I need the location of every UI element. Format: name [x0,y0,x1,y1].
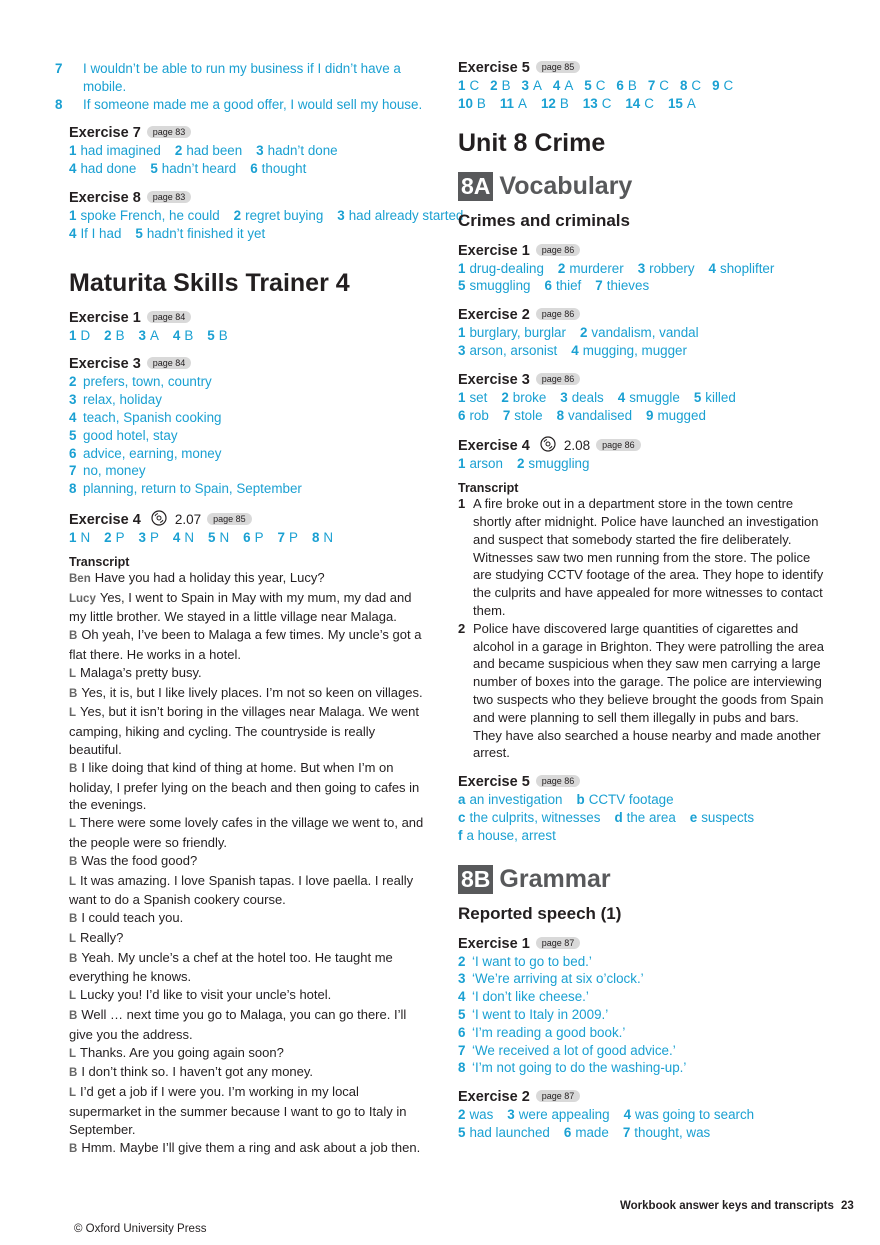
answer-item: 2 broke [501,389,547,405]
answer-item: 7 thieves [595,278,650,294]
transcript-line: B Was the food good? [69,852,198,868]
answer-item: 3 were appealing [507,1107,610,1123]
page-badge: page 85 [536,61,581,73]
page-badge: page 83 [147,126,192,138]
section-title: Vocabulary [499,171,633,200]
exercise-heading: Exercise 4 2.07 page 85 [69,510,429,528]
exercise-heading: Exercise 5 page 86 [458,774,828,790]
answer-item: 2 was [458,1107,494,1123]
answer-item: 14 C [625,95,654,111]
section-header-8b [458,865,828,894]
answer-item: 12 B [540,95,569,111]
answer-item: e suspects [689,809,755,825]
section-code: 8A [458,172,493,201]
answer-item: 3 relax, holiday [69,392,162,408]
answer-list [69,207,464,243]
right-column [458,60,828,1142]
answer-item: 2 regret buying [233,207,324,223]
answer-item: 6 rob [458,407,489,423]
answer-item: 1 had imagined [69,143,161,159]
transcript-line: L I’d get a job if I were you. I’m working in my local supermarket in the summer because I want to go to Italy in September. [69,1084,407,1137]
transcript-line: L Malaga’s pretty busy. [69,664,202,680]
answer-item: b CCTV footage [576,792,674,808]
answer-item: 3 had already started [337,207,464,223]
exercise-heading: Exercise 1 page 86 [458,243,828,259]
page-badge: page 84 [147,311,192,323]
answer-item: 3 ‘We’re arriving at six o’clock.’ [458,971,644,987]
answer-item: 5 hadn’t heard [150,161,237,177]
transcript-line: L There were some lovely cafes in the village we went to, and the people were so friendly. [69,815,424,850]
answer-item: 1 arson [458,456,503,472]
transcript-paragraph: 1 A fire broke out in a department store in the town centre shortly after midnight. Police have launched an investigation and suspect that somebody started the fire deliberately. Witnesses saw two men running from the store. The police are studying CCTV footage of the area. They hope to identify the culprits and have appealed for more witnesses to contact them. [458,496,824,618]
audio-track: 2.08 [563,438,591,454]
answer-item: 15 A [667,95,696,111]
answer-item: 6 P [243,529,264,545]
answer-list [458,324,828,360]
section-header-8a [458,172,828,201]
transcript-line: B Well … next time you go to Malaga, you can go there. I’ll give you the address. [69,1007,407,1042]
answer-item: 2 prefers, town, country [69,374,212,390]
answer-item: 4 A [552,78,574,93]
answer-item: 11 A [499,95,527,111]
exercise-heading: Exercise 2 page 86 [458,307,828,323]
page-badge: page 85 [207,513,252,525]
answer-item: 6 B [616,78,637,93]
exercise-heading: Exercise 8 page 83 [69,190,429,206]
answer-item: 4 ‘I don’t like cheese.’ [458,989,589,1005]
answer-item: 10 B [458,95,486,111]
section-title: Maturita Skills Trainer 4 [69,268,350,297]
exercise-heading: Exercise 1 page 87 [458,936,828,952]
answer-item: 9 C [712,78,734,93]
answer-item: 5 C [584,78,606,93]
copyright: © Oxford University Press [74,1223,207,1235]
answer-item: 3 A [138,327,159,343]
answer-item: 7 ‘We received a lot of good advice.’ [458,1042,676,1058]
answer-item: 5 had launched [458,1124,550,1140]
answer-item: 3 hadn’t done [256,143,338,159]
page-number: 23 [841,1200,854,1212]
answer-item: 2 smuggling [516,456,590,472]
transcript-line: Lucy Yes, I went to Spain in May with my mum, my dad and my little brother. We stayed in a little village near Malaga. [69,589,412,625]
page-badge: page 86 [536,373,581,385]
answer-item: 3 A [521,78,542,93]
transcript-line: Ben Have you had a holiday this year, Lucy? [69,569,325,585]
answer-item: a an investigation [458,792,563,808]
answer-item: 2 B [104,327,125,343]
transcript-line: L Really? [69,929,124,945]
answer-item: 8 If someone made me a good offer, I would sell my house. [55,96,423,112]
answer-item: 3 P [138,529,159,545]
cd-audio-icon [151,510,167,526]
answer-item: 4 had done [69,161,137,177]
transcript-line: B I don’t think so. I haven’t got any money. [69,1064,314,1080]
answer-item: 8 vandalised [556,407,633,423]
answer-item: 6 ‘I’m reading a good book.’ [458,1024,626,1040]
exercise-heading: Exercise 3 page 84 [69,356,429,372]
answer-list [69,529,429,547]
subsection-title: Reported speech (1) [458,903,622,923]
answer-item: 4 shoplifter [708,260,775,276]
transcript [69,569,429,1159]
answer-item: 7 no, money [69,463,146,479]
page-badge: page 87 [536,1090,581,1102]
answer-item: 1 D [69,327,91,343]
section-title: Grammar [499,864,611,893]
left-column [55,60,464,1158]
answer-item: 3 deals [560,389,604,405]
transcript-line: B I like doing that kind of thing at home. But when I’m on holiday, I prefer lying on the beach and then going to cafes in the evenings. [69,759,420,813]
transcript-line: B I could teach you. [69,910,184,926]
exercise-heading: Exercise 3 page 86 [458,372,828,388]
exercise-heading: Exercise 5 page 85 [458,60,828,76]
answer-item: 5 killed [693,389,736,405]
footer-label: Workbook answer keys and transcripts [620,1200,834,1212]
answer-item: 8 C [679,78,702,93]
answer-item: 6 thief [544,278,582,294]
transcript-line: L Lucky you! I’d like to visit your uncle’s hotel. [69,987,332,1003]
answer-item: 7 I wouldn’t be able to run my business if I didn’t have a mobile. [55,61,401,94]
answer-item: 5 B [207,327,228,343]
answer-item: 8 N [311,529,334,545]
answer-item: 1 set [458,389,488,405]
answer-item: 4 If I had [69,225,122,241]
answer-list [69,327,429,345]
page-badge: page 86 [596,439,641,451]
answer-item: 5 N [208,529,230,545]
exercise-heading: Exercise 7 page 83 [69,125,429,141]
answer-item: 1 burglary, burglar [458,325,566,341]
answer-item: 3 arson, arsonist [458,342,558,358]
answer-list [69,142,429,178]
answer-item: 2 murderer [557,260,624,276]
answer-item: 4 was going to search [623,1107,755,1123]
answer-item: 4 B [172,327,194,343]
answer-item: 5 good hotel, stay [69,427,178,443]
answer-item: 7 stole [502,407,543,423]
transcript-line: B Hmm. Maybe I’ll give them a ring and ask about a job then. [69,1139,421,1155]
answer-item: 1 spoke French, he could [69,207,220,223]
exercise-heading: Exercise 2 page 87 [458,1089,828,1105]
answer-item: 2 P [104,529,125,545]
answer-item: 1 N [69,529,91,545]
answer-item: c the culprits, witnesses [458,809,601,825]
answer-item: 4 smuggle [617,389,680,405]
answer-item: 6 thought [250,161,307,177]
exercise-heading: Exercise 1 page 84 [69,310,429,326]
answer-list [458,260,828,296]
page-badge: page 87 [536,937,581,949]
answer-item: 6 advice, earning, money [69,445,222,461]
top-answers [55,60,429,113]
answer-item: 4 mugging, mugger [571,342,687,358]
answer-list [458,455,828,473]
page-badge: page 83 [147,191,192,203]
answer-item: 7 P [277,529,298,545]
answer-list [458,953,828,1078]
answer-item: 7 C [647,78,669,93]
page-badge: page 86 [536,775,581,787]
answer-item: 2 vandalism, vandal [579,325,699,341]
answer-item: 6 made [563,1124,609,1140]
page-badge: page 86 [536,308,581,320]
answer-item: 5 smuggling [458,278,531,294]
answer-list [458,77,828,113]
page-badge: page 84 [147,357,192,369]
transcript-line: L Yes, but it isn’t boring in the villages near Malaga. We went camping, hiking and cycling. The countryside is really beautiful. [69,704,419,757]
answer-list [458,1106,828,1142]
audio-track: 2.07 [174,511,202,527]
answer-item: 9 mugged [646,407,706,423]
answer-item: 3 robbery [637,260,695,276]
answer-item: 1 C [458,78,480,93]
section-code: 8B [458,865,493,894]
answer-list [458,791,828,844]
answer-item: 1 drug-dealing [458,260,544,276]
transcript [458,495,828,762]
page-badge: page 86 [536,244,581,256]
transcript-heading: Transcript [458,481,519,496]
cd-audio-icon [540,436,556,452]
answer-item: 5 ‘I went to Italy in 2009.’ [458,1006,609,1022]
transcript-line: B Yes, it is, but I like lively places. I’m not so keen on villages. [69,684,423,700]
transcript-paragraph: 2 Police have discovered large quantities of cigarettes and alcohol in a garage in Brighton. They were patrolling the area and became suspicious when they saw men carrying a large number of boxes into the garage. The police are interviewing two suspects who they believe brought the goods from Spain and were planning to sell them illegally in pubs and bars. They have also searched a house nearby and made another arrest. [458,620,824,761]
answer-item: 2 had been [174,143,243,159]
answer-item: f a house, arrest [458,827,556,843]
answer-item: 8 planning, return to Spain, September [69,481,302,497]
transcript-heading: Transcript [69,554,130,569]
answer-item: 8 ‘I’m not going to do the washing-up.’ [458,1060,687,1076]
transcript-line: B Oh yeah, I’ve been to Malaga a few times. My uncle’s got a flat there. He works in a hotel. [69,627,422,662]
answer-item: 4 N [172,529,195,545]
answer-item: 13 C [582,95,612,111]
answer-list [458,389,828,425]
answer-item: 2 ‘I want to go to bed.’ [458,953,592,969]
transcript-line: L Thanks. Are you going again soon? [69,1044,284,1060]
answer-item: 2 B [490,78,511,93]
transcript-line: L It was amazing. I love Spanish tapas. I love paella. I really want to do a Spanish cookery course. [69,872,414,908]
answer-item: 7 thought, was [622,1124,711,1140]
transcript-line: B Yeah. My uncle’s a chef at the hotel too. He taught me everything he knows. [69,949,393,985]
exercise-heading: Exercise 4 2.08 page 86 [458,436,828,454]
answer-item: d the area [614,809,676,825]
unit-title: Unit 8 Crime [458,128,606,157]
subsection-title: Crimes and criminals [458,210,630,230]
answer-list [69,373,429,498]
answer-item: 4 teach, Spanish cooking [69,409,222,425]
answer-item: 5 hadn’t finished it yet [135,225,266,241]
